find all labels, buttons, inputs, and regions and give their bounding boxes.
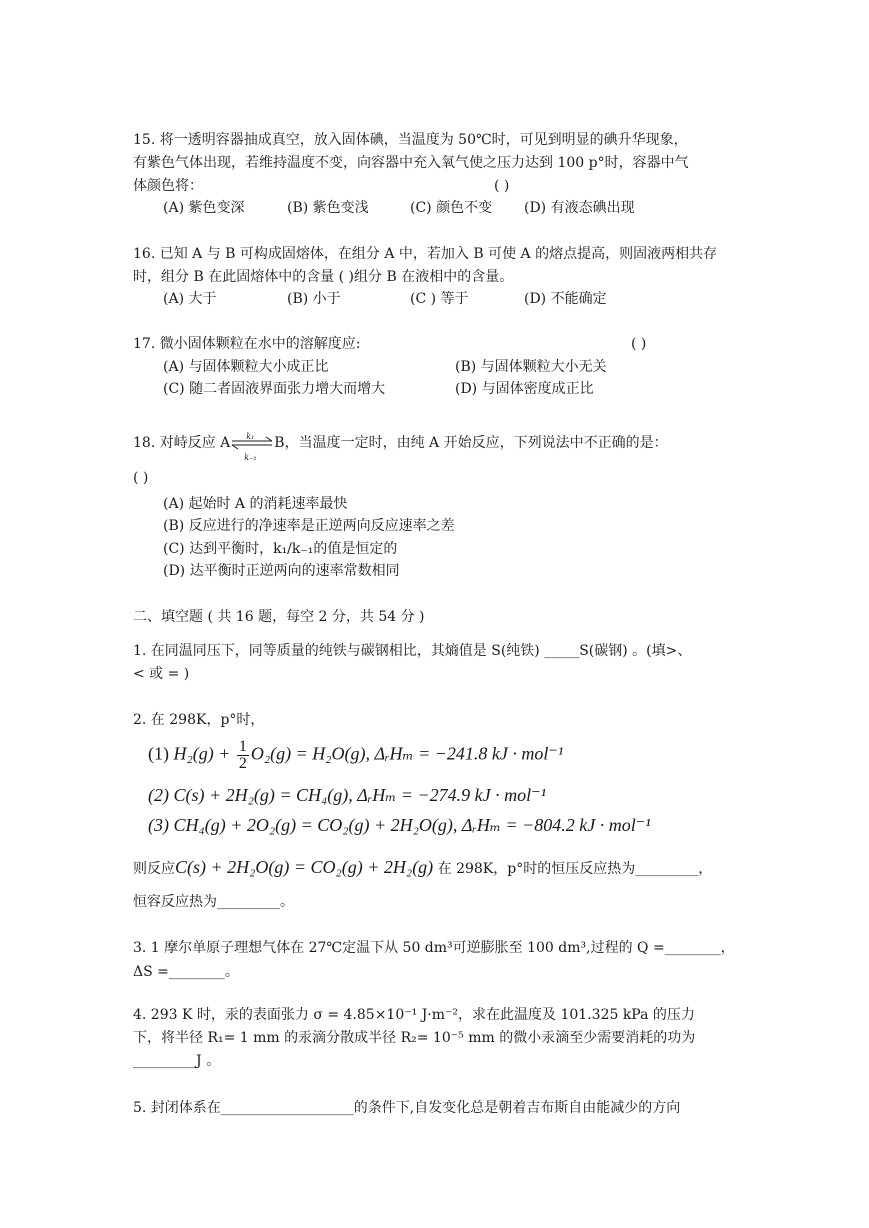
equation-2: (2) C(s) + 2H₂(g) = CH₄(g), ΔᵣHₘ = −274.9 kJ · mol⁻¹ [148, 785, 546, 805]
q17-answer-paren: ( ) [631, 336, 647, 352]
equilibrium-arrows-icon [230, 432, 274, 462]
q18-option-b: (B) 反应进行的净速率是正逆两向反应速率之差 [163, 518, 455, 534]
q15-option-d: (D) 有液态碘出现 [524, 200, 635, 216]
f5-line1: 5. 封闭体系在___________________的条件下,自发变化总是朝着吉布斯自由能减少的方向 [133, 1100, 681, 1116]
q17-option-d: (D) 与固体密度成正比 [455, 381, 594, 397]
section-heading: 二、填空题 ( 共 16 题，每空 2 分，共 54 分 ) [133, 609, 425, 625]
q16-line1: 16. 已知 A 与 B 可构成固熔体，在组分 A 中，若加入 B 可使 A 的熔点提高，则固液两相共存 [133, 246, 718, 262]
q15-line3: 体颜色将： [133, 178, 203, 194]
q18-option-d: (D) 达平衡时正逆两向的速率常数相同 [163, 563, 400, 579]
q15-option-b: (B) 紫色变浅 [287, 200, 369, 216]
q16-option-c: (C ) 等于 [410, 291, 469, 307]
equation-3: (3) CH₄(g) + 2O₂(g) = CO₂(g) + 2H₂O(g), ΔᵣHₘ = −804.2 kJ · mol⁻¹ [148, 815, 651, 835]
q18-prefix: 18. 对峙反应 A [133, 435, 231, 451]
q15-option-c: (C) 颜色不变 [410, 200, 493, 216]
q16-line2: 时，组分 B 在此固熔体中的含量 ( )组分 B 在液相中的含量。 [133, 269, 514, 285]
f4-line1: 4. 293 K 时，汞的表面张力 σ = 4.85×10⁻¹ J·m⁻²，求在此温度及 101.325 kPa 的压力 [133, 1007, 695, 1023]
q15-line2: 有紫色气体出现，若维持温度不变，向容器中充入氧气使之压力达到 100 p°时，容器中气 [133, 155, 689, 171]
q18-suffix: B，当温度一定时，由纯 A 开始反应，下列说法中不正确的是： [274, 435, 668, 451]
q15-option-a: (A) 紫色变深 [163, 200, 245, 216]
equation-1: (1) H₂(g) + $\frac{1}{2}$ O₂(g) = H₂O(g), ΔᵣHₘ = −241.8 kJ · mol⁻¹ [148, 738, 564, 772]
q18-answer-paren: ( ) [133, 470, 149, 486]
q16-option-b: (B) 小于 [287, 291, 341, 307]
rate-constant-forward: k₁ [246, 432, 255, 441]
f1-line1: 1. 在同温同压下，同等质量的纯铁与碳钢相比，其熵值是 S(纯铁) _____S(碳钢) 。(填>、 [133, 643, 692, 659]
q18-line1 [133, 432, 668, 462]
q17-line1: 17. 微小固体颗粒在水中的溶解度应: [133, 336, 361, 352]
f1-line2: < 或 = ) [133, 666, 190, 682]
target-reaction: C(s) + 2H₂O(g) = CO₂(g) + 2H₂(g) [175, 857, 434, 877]
rate-constant-reverse: k₋₁ [244, 453, 257, 462]
q16-option-a: (A) 大于 [163, 291, 217, 307]
q17-option-a: (A) 与固体颗粒大小成正比 [163, 359, 329, 375]
f3-line1: 3. 1 摩尔单原子理想气体在 27℃定温下从 50 dm³可逆膨胀至 100 dm³,过程的 Q =________， [133, 940, 735, 956]
q17-option-c: (C) 随二者固液界面张力增大而增大 [163, 381, 386, 397]
fraction-one-half: $\frac{1}{2}$ [238, 738, 247, 772]
q16-option-d: (D) 不能确定 [524, 291, 607, 307]
f2-line1: 2. 在 298K，p°时， [133, 712, 265, 728]
q15-line1: 15. 将一透明容器抽成真空，放入固体碘，当温度为 50℃时，可见到明显的碘升华现象， [133, 132, 688, 148]
q18-option-a: (A) 起始时 A 的消耗速率最快 [163, 496, 348, 512]
q18-option-c: (C) 达到平衡时，k₁/k₋₁的值是恒定的 [163, 541, 398, 557]
f2-last-line: 恒容反应热为_________。 [133, 894, 294, 910]
q17-option-b: (B) 与固体颗粒大小无关 [455, 359, 607, 375]
f4-line3: _________J 。 [133, 1053, 221, 1069]
f2-question-line: 则反应C(s) + 2H₂O(g) = CO₂(g) + 2H₂(g) 在 298K，p°时的恒压反应热为_________， [133, 857, 713, 877]
f4-line2: 下，将半径 R₁= 1 mm 的汞滴分散成半径 R₂= 10⁻⁵ mm 的微小汞滴至少需要消耗的功为 [133, 1030, 696, 1046]
q15-answer-paren: ( ) [494, 178, 510, 194]
f3-line2: ΔS =________。 [133, 964, 239, 980]
